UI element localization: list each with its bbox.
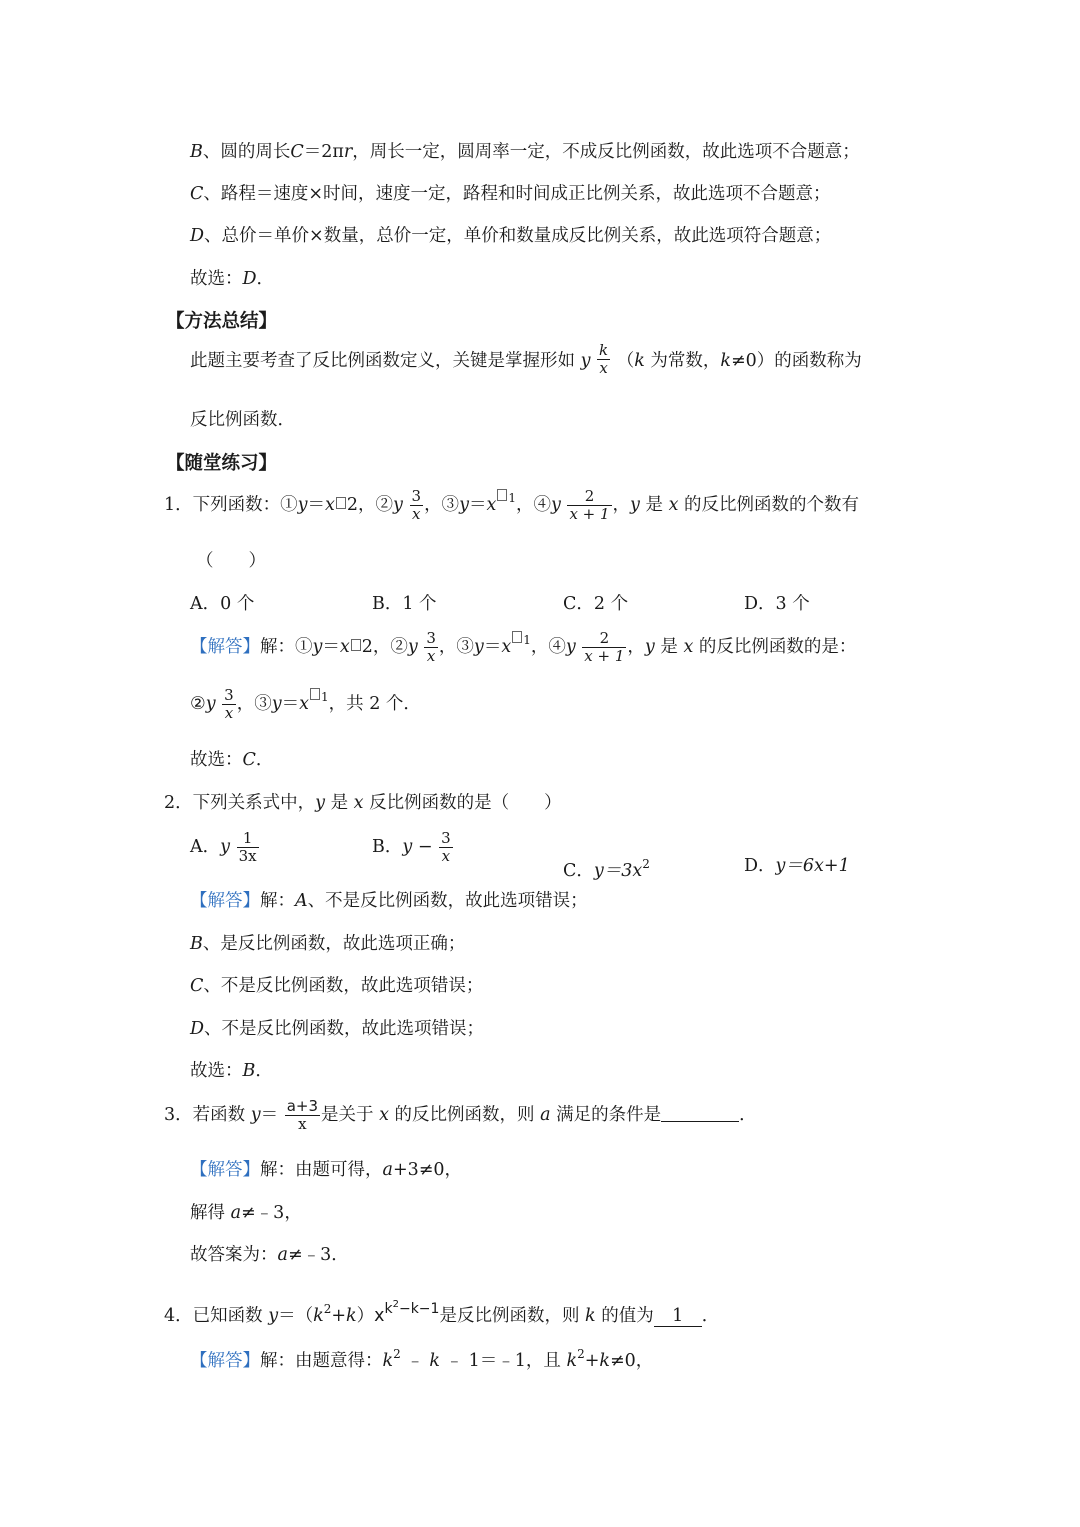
a-plus-3-over-x-fraction: $\frac{a+3}{x}$ xyxy=(286,1097,318,1133)
question-2: 2．下列关系式中，y 是 x 反比例函数的是（ ） xyxy=(164,793,562,813)
missing-glyph-box xyxy=(336,497,346,509)
three-over-x-fraction: $\frac{3}{x}$ xyxy=(224,686,234,722)
option-c-explanation: C、路程＝速度×时间，速度一定，路程和时间成正比例关系，故此选项不合题意； xyxy=(190,184,831,204)
three-over-x-fraction: $\frac{3}{x}$ xyxy=(411,487,422,523)
method-summary-heading: 【方法总结】 xyxy=(166,311,278,332)
question-1-paren: （ ） xyxy=(196,551,266,571)
q1-option-b: B．1 个 xyxy=(372,594,437,614)
q2-option-a: A．y $\frac{1}{3x}$ xyxy=(190,829,257,865)
answer-blank xyxy=(661,1107,739,1122)
q3-answer-1: 【解答】解：由题可得，a+3≠0， xyxy=(190,1160,463,1180)
q2-option-d: D．y＝6x+1 xyxy=(744,856,850,876)
q4-answer: 【解答】解：由题意得：$k^2$ ﹣ k ﹣ 1＝﹣1，且 $k^2+k\ne 0$， xyxy=(190,1347,654,1371)
two-over-x-plus-1-fraction: $\frac{2}{x + 1}$ xyxy=(584,629,625,665)
answer-blank-filled: 1 xyxy=(654,1308,702,1327)
q2-answer-c: C、不是反比例函数，故此选项错误； xyxy=(190,976,484,996)
question-4: 4．已知函数 $y=(k^2+k)x^{k^2-k-1}$是反比例函数，则 k 的值为 1 ． xyxy=(164,1299,720,1326)
k-over-x-fraction: $\frac{k}{x}$ xyxy=(599,341,609,377)
q1-option-a: A．0 个 xyxy=(190,594,255,614)
method-summary-line2: 反比例函数． xyxy=(190,410,295,430)
option-d-explanation: D、总价＝单价×数量，总价一定，单价和数量成反比例关系，故此选项符合题意； xyxy=(190,226,832,246)
q3-answer-3: 故答案为：a≠﹣3． xyxy=(190,1245,349,1265)
three-over-x-fraction: $\frac{3}{x}$ xyxy=(426,629,436,665)
q2-answer-a: 【解答】解：A、不是反比例函数，故此选项错误； xyxy=(190,891,588,911)
q2-answer-b: B、是反比例函数，故此选项正确； xyxy=(190,934,466,954)
method-summary-line1: 此题主要考查了反比例函数定义，关键是掌握形如 y $\frac{k}{x}$ （k 为常数，k≠0）的函数称为 xyxy=(190,341,862,377)
q2-answer-d: D、不是反比例函数，故此选项错误； xyxy=(190,1019,485,1039)
question-3: 3．若函数 y＝ $\frac{a+3}{x}$ 是关于 x 的反比例函数，则 a 满足的条件是 ． xyxy=(164,1097,757,1133)
q2-choose: 故选：B． xyxy=(190,1061,273,1081)
q2-option-b: B．y − $\frac{3}{x}$ xyxy=(372,829,451,865)
q1-option-c: C．2 个 xyxy=(563,594,629,614)
choose-answer-d: 故选：D． xyxy=(190,269,275,289)
q1-option-d: D．3 个 xyxy=(744,594,810,614)
practice-heading: 【随堂练习】 xyxy=(166,453,278,474)
q3-answer-2: 解得 a≠﹣3， xyxy=(190,1203,302,1223)
q1-choose: 故选：C． xyxy=(190,750,274,770)
q1-answer-line2: ②y $\frac{3}{x}$ ，③y＝x $^1$，共 2 个． xyxy=(190,686,421,722)
q2-option-c: C．$y=3x^2$ xyxy=(563,857,650,881)
two-over-x-plus-1-fraction: $\frac{2}{x + 1}$ xyxy=(569,487,610,523)
option-b-explanation: B、圆的周长C＝2πr，周长一定，圆周率一定，不成反比例函数，故此选项不合题意； xyxy=(190,142,860,162)
q1-answer-line1: 【解答】解：①y＝x 2，②y $\frac{3}{x}$ ，③y＝x $^1$，④y $\frac{2}{x + 1}$ ，y 是 x 的反比例函数的是： xyxy=(190,629,857,665)
question-1: 1．下列函数：①y＝x 2，②y $\frac{3}{x}$ ，③y＝x $^1$，④y $\frac{2}{x + 1}$ ，y 是 x 的反比例函数的个数有 xyxy=(164,487,860,523)
missing-glyph-box xyxy=(497,489,507,501)
